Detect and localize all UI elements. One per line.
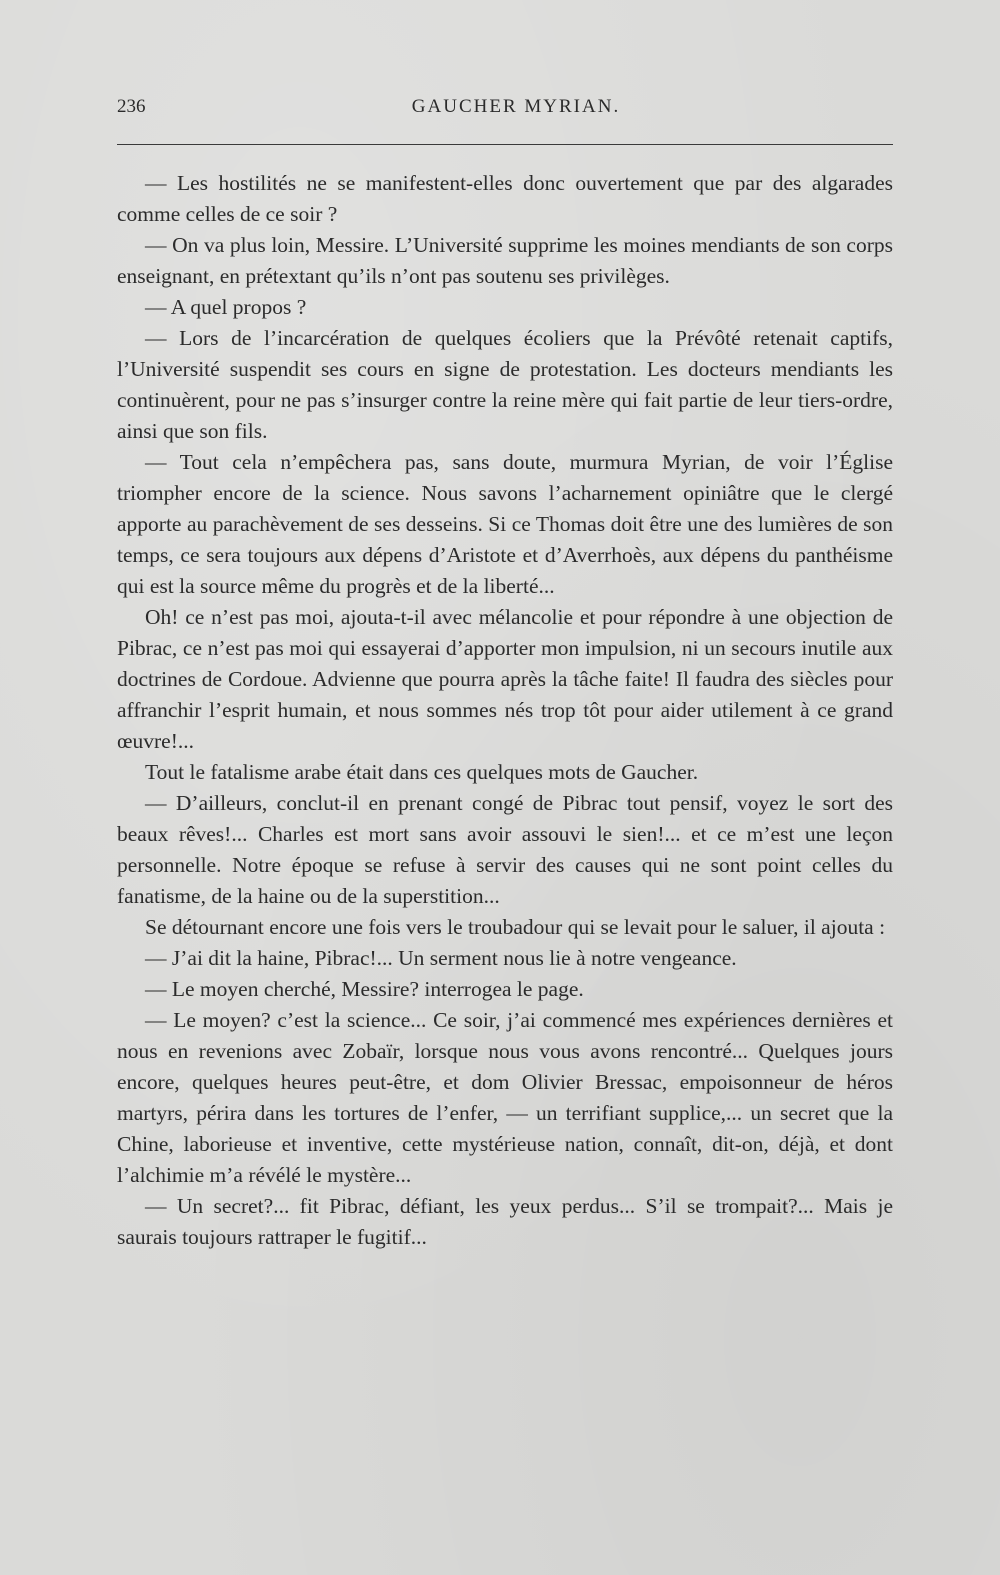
paragraph: Se détournant encore une fois vers le troubadour qui se levait pour le saluer, il ajouta : xyxy=(145,915,886,939)
paragraph: Oh! ce n’est pas moi, ajouta-t-il avec mélancolie et pour répondre à une objection de Pibrac, ce n’est pas moi qui essayerai d’apporter mon impulsion, ni un secours inutile aux doctrines de Cordoue. Advienne que pourra après la tâche faite! Il faudra des siècles pour affranchir l’esprit humain, et nous sommes nés trop tôt pour aider utilement à ce grand œuvre!... xyxy=(117,605,893,753)
header-rule xyxy=(117,144,893,145)
paragraph: — Les hostilités ne se manifestent-elles donc ouvertement que par des algarades comme celles de ce soir ? xyxy=(117,171,893,226)
page-number: 236 xyxy=(117,96,146,117)
paragraph: — Tout cela n’empêchera pas, sans doute, murmura Myrian, de voir l’Église triompher encore de la science. Nous savons l’acharnement opiniâtre que le clergé apporte au parachèvement de ses desseins. Si ce Thomas doit être une des lumières de son temps, ce sera toujours aux dépens d’Aristote et d’Averrhoès, aux dépens du panthéisme qui est la source même du progrès et de la liberté... xyxy=(117,450,893,598)
paragraph: — Lors de l’incarcération de quelques écoliers que la Prévôté retenait captifs, l’Université suspendit ses cours en signe de protestation. Les docteurs mendiants les continuèrent, pour ne pas s’insurger contre la reine mère qui fait partie de leur tiers-ordre, ainsi que son fils. xyxy=(117,326,893,443)
running-head xyxy=(117,96,895,126)
paragraph: — J’ai dit la haine, Pibrac!... Un serment nous lie à notre vengeance. xyxy=(145,946,737,970)
running-title: GAUCHER MYRIAN. xyxy=(411,96,621,117)
paragraph: — On va plus loin, Messire. L’Université supprime les moines mendiants de son corps enseignant, en prétextant qu’ils n’ont pas soutenu ses privilèges. xyxy=(117,233,893,288)
paragraph: — D’ailleurs, conclut-il en prenant congé de Pibrac tout pensif, voyez le sort des beaux rêves!... Charles est mort sans avoir assouvi le sien!... et ce m’est une leçon personnelle. Notre époque se refuse à servir des causes qui ne sont point celles du fanatisme, de la haine ou de la superstition... xyxy=(117,791,893,908)
paragraph: — A quel propos ? xyxy=(145,295,307,319)
body-text xyxy=(117,168,893,1253)
paragraph: Tout le fatalisme arabe était dans ces quelques mots de Gaucher. xyxy=(145,760,699,784)
paragraph: — Le moyen cherché, Messire? interrogea le page. xyxy=(145,977,584,1001)
paragraph: — Un secret?... fit Pibrac, défiant, les yeux perdus... S’il se trompait?... Mais je saurais toujours rattraper le fugitif... xyxy=(117,1194,893,1249)
paragraph: — Le moyen? c’est la science... Ce soir, j’ai commencé mes expériences dernières et nous en revenions avec Zobaïr, lorsque nous vous avons rencontré... Quelques jours encore, quelques heures peut-être, et dom Olivier Bressac, empoisonneur de héros martyrs, périra dans les tortures de l’enfer, — un terrifiant supplice,... un secret que la Chine, laborieuse et inventive, cette mystérieuse nation, connaît, dit-on, déjà, et dont l’alchimie m’a révélé le mystère... xyxy=(117,1008,893,1187)
